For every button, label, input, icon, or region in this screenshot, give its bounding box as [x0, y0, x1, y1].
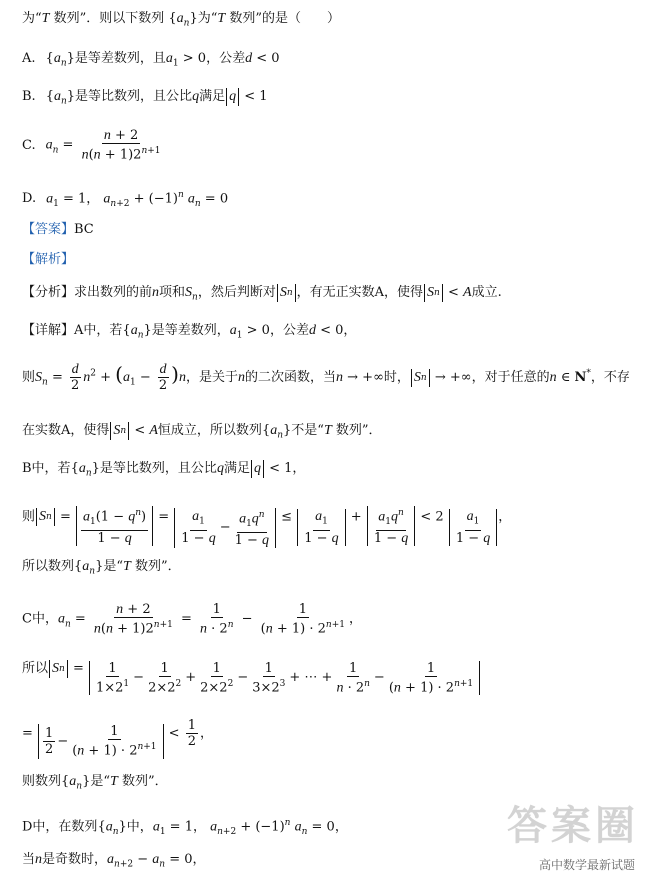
- option-b[interactable]: B. $\{a_n\}$是等比数列，且公比q满足 q < 1: [22, 89, 268, 107]
- option-d[interactable]: D. $a_1 = 1$， $a_{n+2} + (-1)^n$ $a_n = 0$: [22, 190, 229, 209]
- detail-c-result: = $\frac{1}{2}$ − $\frac{1}{(n + 1) \cdot 2^{n+1}}$ < $\frac{1}{2}$ ，: [22, 718, 214, 759]
- detail-a-intro: 【详解】A中，若$\{a_n\}$是等差数列，$a_1 > 0$，公差d < 0，: [22, 323, 357, 341]
- detail-a-formula: 则$S_n$ = $\frac{d}{2}$ $n^2 + (a_1$ − $\frac{d}{2}$ )n，是关于n的二次函数，当n → +∞时， S n → +∞，对于任意的n ∈ N*，不存: [22, 362, 630, 393]
- answer-line: 【答案】BC: [22, 222, 94, 237]
- detail-a-conclusion: 在实数A，使得 S n < A恒成立，所以数列$\{a_n\}$不是“T 数列”．: [22, 423, 382, 441]
- detail-c-sum: 所以 S n = $\frac{1}{1\times 2^1}$ − $\frac{1}{2\times 2^2}$ + $\frac{1}{2\times 2^2}$ − $\frac{1}{3\times 2^3}$ + ⋯ + $\frac{1}{n \cdot 2^n}$ − $\frac{1}{(n + 1) \cdot 2^{n+1}}$: [22, 660, 639, 695]
- detail-d-intro: D中，在数列$\{a_n\}$中，$a_1 = 1$， $a_{n+2} + (-1)^n$ $a_n = 0$，: [22, 818, 348, 837]
- detail-c-intro: C中，$a_n$ = $\frac{n + 2}{n(n + 1)2^{n+1}}$ = $\frac{1}{n \cdot 2^n}$ − $\frac{1}{(n + 1) \cdot 2^{n+1}}$ ，: [22, 602, 363, 637]
- detail-b-formula: 则 S n = $\frac{a_1(1 - q^n)}{1 - q}$ = $\frac{a_1}{1 - q}$ − $\frac{a_1q^n}{1 - q}$ ≤ $\frac{a_1}{1 - q}$ + $\frac{a_1q^n}{1 - q}$ < 2 $\frac{a_1}{1 - q}$ ，: [22, 508, 512, 548]
- question-stem: 为“T 数列”．则以下数列 $\{a_n\}$为“T 数列”的是（ ）: [22, 11, 340, 29]
- option-a[interactable]: A. $\{a_n\}$是等差数列，且$a_1 > 0$，公差d < 0: [22, 51, 280, 69]
- detail-b-conclusion: 所以数列$\{a_n\}$是“T 数列”．: [22, 559, 181, 577]
- watermark-caption: 高中数学最新试题: [538, 858, 635, 872]
- option-c[interactable]: C. $a_n$ = $\frac{n + 2}{n(n + 1)2^{n+1}}$: [22, 128, 161, 163]
- detail-b-intro: B中，若$\{a_n\}$是等比数列，且公比q满足 q < 1，: [22, 461, 306, 479]
- analysis-tag: 【解析】: [22, 252, 75, 267]
- fenxi-line: 【分析】求出数列的前n项和$S_n$，然后判断对 S n ，有无正实数A，使得 S n < A成立.: [22, 285, 502, 303]
- detail-c-conclusion: 则数列$\{a_n\}$是“T 数列”．: [22, 774, 168, 792]
- detail-d-odd: 当n是奇数时，$a_{n+2} - a_n = 0$，: [22, 852, 206, 870]
- watermark-logo: 答案圈: [507, 803, 639, 849]
